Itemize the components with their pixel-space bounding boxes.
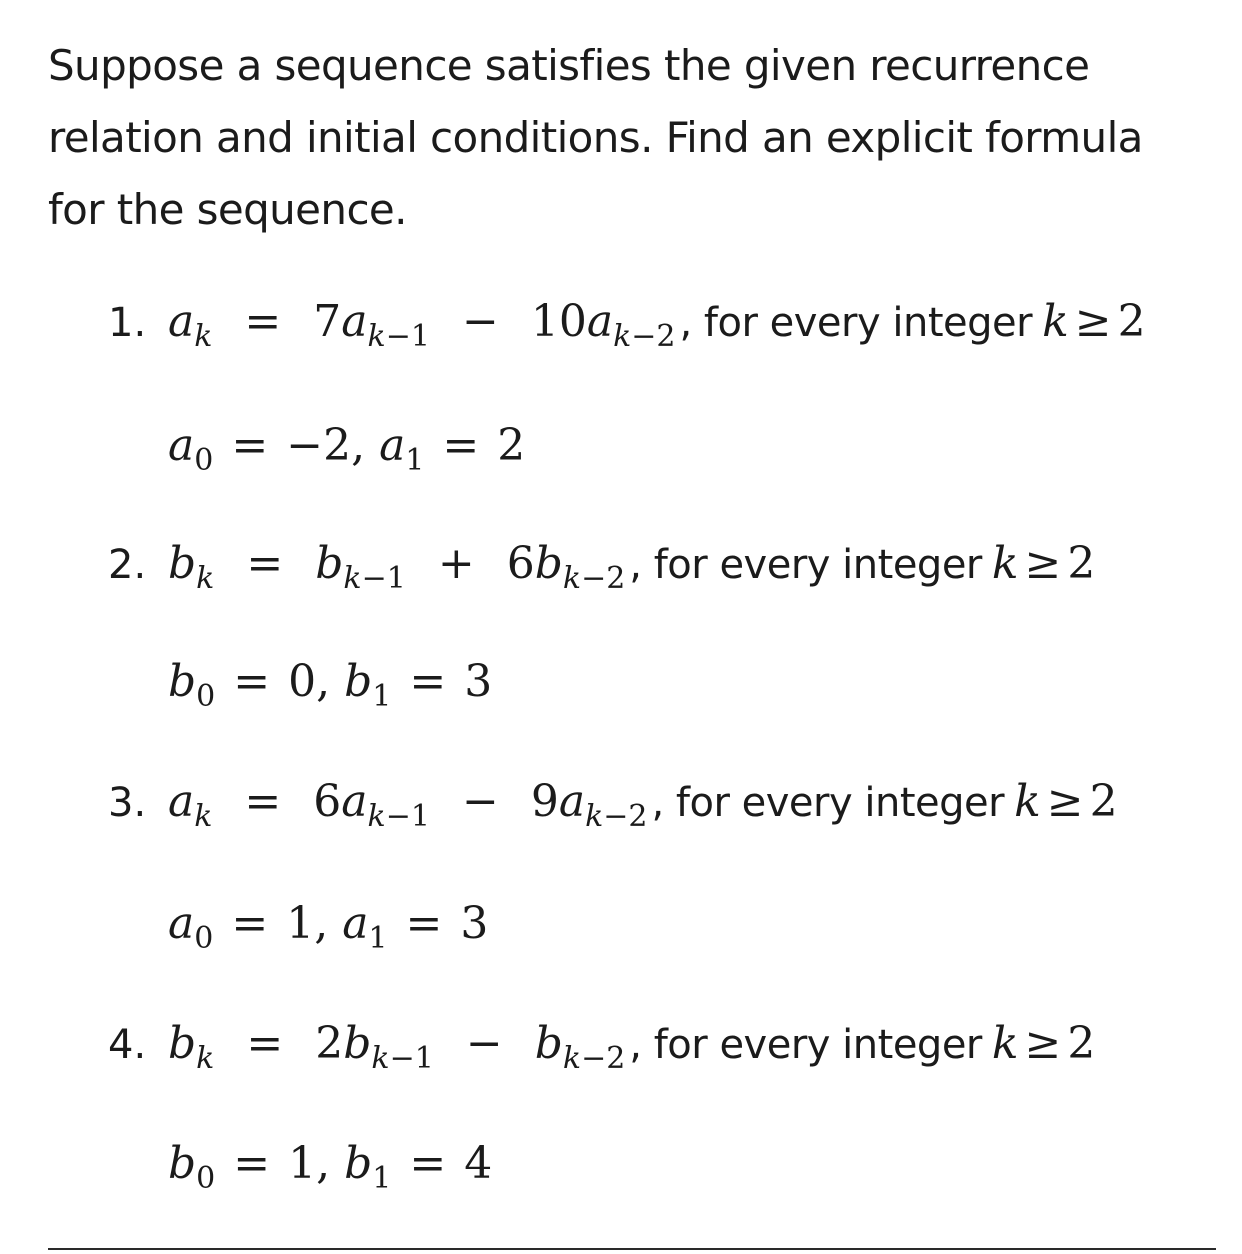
problem-number: 1. — [108, 300, 147, 346]
k-condition: k ≥ 2 — [991, 538, 1096, 589]
k-condition: k ≥ 2 — [991, 1018, 1096, 1069]
problem-3-recurrence — [108, 776, 1118, 846]
recurrence-formula: $b_k = b_{k-1} + 6b_{k-2}$ — [168, 538, 626, 596]
k-condition: k ≥ 2 — [1014, 776, 1118, 827]
problem-intro: Suppose a sequence satisfies the given recurrence relation and initial conditions. Find an explicit formula for the sequence. — [48, 41, 1143, 234]
condition-text: , for every integer — [651, 780, 1005, 826]
problem-1-initial-conditions: $a_0 = -2$, $a_1 = 2$ — [168, 420, 526, 478]
problem-1-recurrence — [108, 296, 1146, 366]
problem-4-recurrence — [108, 1018, 1095, 1088]
k-condition: k ≥ 2 — [1042, 296, 1146, 347]
condition-text: , for every integer — [679, 300, 1033, 346]
recurrence-formula: $b_k = 2b_{k-1} - b_{k-2}$ — [168, 1018, 626, 1076]
problem-number: 2. — [108, 542, 147, 588]
problem-number: 4. — [108, 1022, 147, 1068]
problem-4-initial-conditions: $b_0 = 1$, $b_1 = 4$ — [168, 1138, 493, 1196]
recurrence-formula: $a_k = 6a_{k-1} - 9a_{k-2}$ — [168, 776, 648, 834]
problem-3-initial-conditions: $a_0 = 1$, $a_1 = 3$ — [168, 898, 489, 956]
problem-2-recurrence — [108, 538, 1095, 608]
problem-number: 3. — [108, 780, 147, 826]
recurrence-formula: $a_k = 7a_{k-1} - 10a_{k-2}$ — [168, 296, 676, 354]
condition-text: , for every integer — [629, 542, 982, 588]
condition-text: , for every integer — [629, 1022, 982, 1068]
problem-2-initial-conditions: $b_0 = 0$, $b_1 = 3$ — [168, 656, 493, 714]
bottom-divider — [48, 1248, 1216, 1250]
